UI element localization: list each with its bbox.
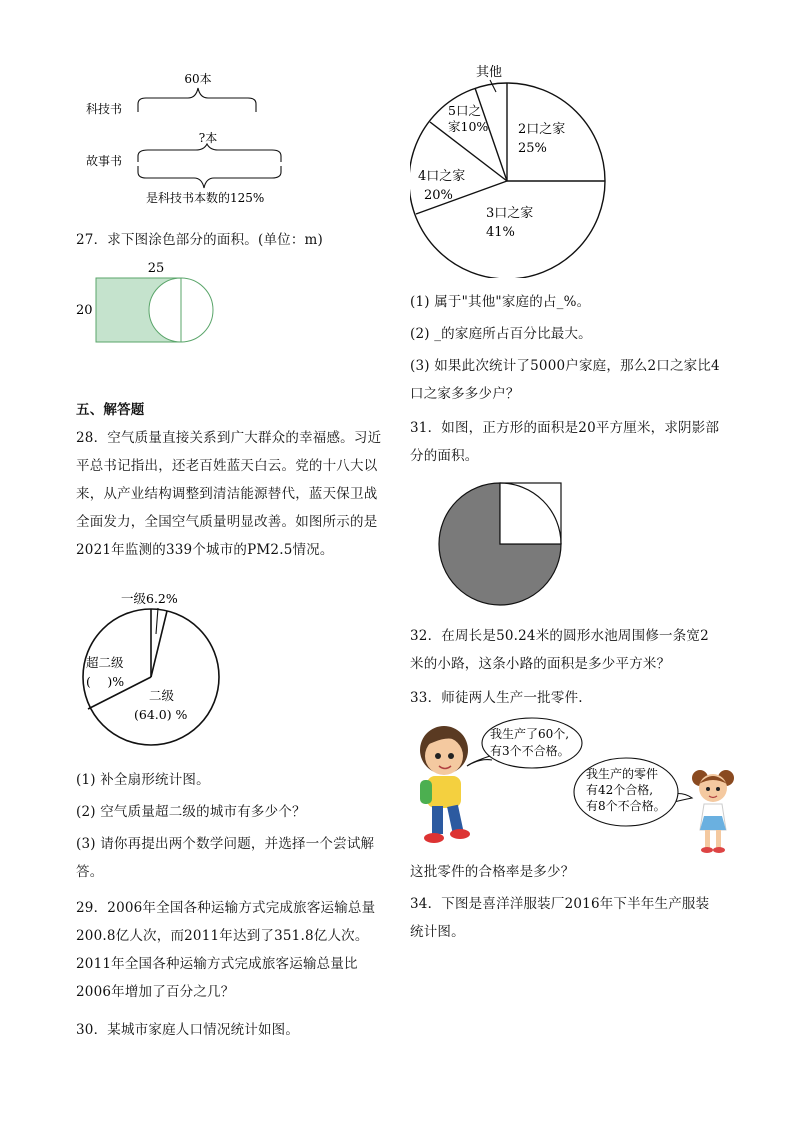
q29-text: 29．2006年全国各种运输方式完成旅客运输总量200.8亿人次，而2011年达到了351.8亿人次。2011年全国各种运输方式完成旅客运输总量比2006年增加了百分之几？ bbox=[76, 900, 376, 1000]
bubble2-line3: 有8个不合格。 bbox=[586, 799, 666, 813]
q27-right-semicircle bbox=[181, 278, 213, 342]
q28-text: 28．空气质量直接关系到广大群众的幸福感。习近平总书记指出，还老百姓蓝天白云。党的十八大以来，从产业结构调整到清洁能源替代，蓝天保卫战全面发力，全国空气质量明显改善。如图所示的是2021年监测的339个城市的PM2.5情况。 bbox=[76, 430, 382, 558]
q26-question-brace bbox=[138, 144, 281, 162]
q28-label-over2-line2: ( )% bbox=[86, 674, 125, 689]
q30-label-five-line2: 家10% bbox=[448, 119, 489, 134]
q33-text: 33．师徒两人生产一批零件. bbox=[410, 690, 583, 706]
girl-figure bbox=[692, 770, 734, 853]
q27-height-label: 20 bbox=[76, 303, 93, 318]
q26-question-label: ?本 bbox=[198, 131, 218, 145]
q30-label-four-line2: 20% bbox=[424, 188, 453, 203]
q28-label-level1: 一级6.2% bbox=[121, 591, 178, 606]
section-5-heading: 五、解答题 bbox=[76, 402, 145, 418]
q30-sub3: (3) 如果此次统计了5000户家庭，那么2口之家比4口之家多多少户？ bbox=[410, 358, 720, 402]
q28-sub2: (2) 空气质量超二级的城市有多少个？ bbox=[76, 804, 306, 820]
speech-bubble-1 bbox=[467, 718, 582, 768]
q33-question: 这批零件的合格率是多少？ bbox=[410, 864, 575, 880]
q26-bottom-brace bbox=[138, 166, 281, 188]
bubble2-line1: 我生产的零件 bbox=[586, 767, 659, 781]
q28-label-over2-line1: 超二级 bbox=[86, 655, 124, 670]
q30-label-three-line1: 3口之家 bbox=[486, 206, 534, 221]
q27-width-label: 25 bbox=[147, 261, 165, 276]
boy-figure bbox=[420, 726, 470, 843]
q30-label-two-line2: 25% bbox=[518, 141, 547, 156]
q30-text: 30．某城市家庭人口情况统计如图。 bbox=[76, 1022, 300, 1038]
q28-label-level2-line1: 二级 bbox=[149, 688, 175, 703]
bubble2-line2: 有42个合格, bbox=[586, 783, 654, 797]
q28-sub3: (3) 请你再提出两个数学问题，并选择一个尝试解答。 bbox=[76, 836, 375, 880]
bubble1-line1: 我生产了60个, bbox=[490, 727, 570, 741]
q30-label-five-line1: 5口之 bbox=[448, 103, 481, 118]
bubble1-line2: 有3个不合格。 bbox=[490, 744, 570, 758]
q30-label-four-line1: 4口之家 bbox=[418, 169, 466, 184]
q30-pie-chart bbox=[410, 60, 620, 278]
q31-text: 31．如图，正方形的面积是20平方厘米，求阴影部分的面积。 bbox=[410, 420, 720, 464]
q30-label-two-line1: 2口之家 bbox=[518, 122, 566, 137]
q27-text: 27．求下图涂色部分的面积。(单位：m) bbox=[76, 232, 324, 248]
q28-label-level2-line2: (64.0) % bbox=[134, 707, 188, 722]
q27-figure bbox=[70, 256, 230, 348]
q32-text: 32．在周长是50.24米的圆形水池周围修一条宽2米的小路，这条小路的面积是多少平方米？ bbox=[410, 628, 709, 672]
q30-label-three-line2: 41% bbox=[486, 225, 515, 240]
q31-figure bbox=[436, 480, 568, 608]
q34-text: 34．下图是喜洋洋服装厂2016年下半年生产服装统计图。 bbox=[410, 896, 710, 940]
q26-top-brace bbox=[138, 88, 256, 112]
q26-story-label: 故事书 bbox=[86, 154, 123, 168]
q28-sub1: (1) 补全扇形统计图。 bbox=[76, 772, 210, 788]
q28-pie-chart bbox=[76, 586, 246, 756]
q30-sub1: (1) 属于"其他"家庭的占_%。 bbox=[410, 294, 591, 310]
q26-bottom-label: 是科技书本数的125% bbox=[146, 191, 265, 205]
q30-label-other: 其他 bbox=[476, 65, 503, 80]
q26-top-label: 60本 bbox=[184, 72, 212, 86]
q30-sub2: (2) _的家庭所占百分比最大。 bbox=[410, 326, 592, 342]
speech-bubble-2 bbox=[574, 758, 692, 826]
q26-science-label: 科技书 bbox=[86, 102, 123, 116]
q31-square bbox=[500, 483, 561, 544]
q26-bracket-figure bbox=[76, 66, 306, 216]
q33-illustration bbox=[412, 716, 734, 856]
